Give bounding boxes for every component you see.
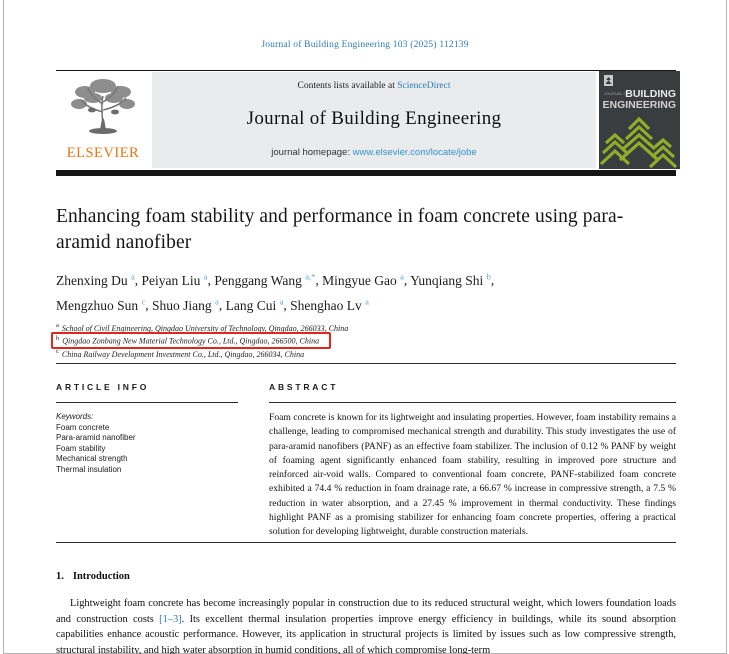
keyword-item: Thermal insulation (56, 464, 122, 474)
introduction-heading (56, 571, 130, 582)
author-name: Zhenxing Du $^a$ (56, 271, 135, 288)
abstract-rule (269, 402, 676, 403)
author-affiliation-marker[interactable]: c (141, 296, 146, 306)
journal-banner (152, 72, 596, 168)
author-name: Lang Cui $^a$ (225, 296, 284, 313)
contents-prefix: Contents lists available at (297, 81, 398, 91)
article-info-rule (56, 402, 238, 403)
author-affiliation-marker[interactable]: a (279, 296, 284, 306)
abstract-column (269, 382, 676, 540)
header-top-rule (56, 70, 676, 71)
cover-line2: ENGINEERING (602, 99, 676, 111)
affiliation-highlighted: $^b$ Qingdao Zonbang New Material Technology Co., Ltd., Qingdao, 266500, China (51, 332, 331, 350)
keywords-label: Keywords: (56, 412, 94, 421)
affiliation-list (56, 321, 676, 360)
sciencedirect-link[interactable]: ScienceDirect (397, 81, 451, 91)
author-list: Zhenxing Du $^a$, Peiyan Liu $^a$, Penggang Wang $^{a,*}$, Mingyue Gao $^a$, Yunqiang Shi $^b$, Mengzhuo Sun $^c$, Shuo Jiang $^a$, Lang Cui $^a$, Shenghao Lv $^a$ (56, 271, 495, 313)
article-title: Enhancing foam stability and performance in foam concrete using para-aramid nanofiber (56, 206, 624, 253)
article-info-heading: ARTICLE INFO (56, 382, 150, 392)
affiliation-marker: c (56, 348, 59, 356)
author-name: Shuo Jiang $^a$ (152, 296, 219, 313)
author-affiliation-marker[interactable]: a (131, 271, 135, 281)
keywords-block (56, 412, 241, 475)
abstract-heading: ABSTRACT (269, 382, 339, 392)
affiliation-marker: b (56, 334, 60, 342)
section-number: 1. (56, 571, 64, 582)
introduction-paragraph (56, 596, 676, 654)
homepage-prefix: journal homepage: (271, 147, 353, 158)
affiliation-marker: a (56, 322, 59, 329)
article-info-column (56, 382, 241, 540)
keyword-item: Foam stability (56, 443, 106, 453)
journal-citation-link[interactable]: Journal of Building Engineering 103 (2025) 112139 (261, 40, 469, 50)
affiliation: $^c$ China Railway Development Investment Co., Ltd., Qingdao, 266034, China (56, 348, 305, 359)
author-affiliation-marker[interactable]: a (203, 271, 208, 281)
homepage-url-link[interactable]: www.elsevier.com/locate/jobe (352, 147, 477, 158)
intro-text-after: . Its excellent thermal insulation properties improve energy efficiency in buildings, while its sound absorption capabilities enhance acoustic performance. However, its application in structural projects is limited by issues such as low compressive strength, structural instability, and high water absorption in humid conditions, all of which compromise long-term (56, 613, 676, 654)
author-affiliation-marker[interactable]: a,* (305, 271, 316, 281)
cover-journal-of: JOURNAL OF (603, 91, 629, 96)
elsevier-tree-icon (56, 74, 150, 146)
author-affiliation-marker[interactable]: a (400, 271, 404, 281)
author-affiliation-marker[interactable]: a (215, 296, 219, 306)
author-name: Mingyue Gao $^a$ (322, 271, 404, 288)
keyword-item: Para-aramid nanofiber (56, 433, 136, 442)
intro-text-before: Lightweight foam concrete has become increasingly popular in construction due to its reduced structural weight, which lowers foundation loads and construction costs (56, 598, 676, 625)
journal-name: Journal of Building Engineering (246, 108, 502, 129)
author-name: Shenghao Lv $^a$ (290, 296, 369, 313)
author-name: Mengzhuo Sun $^c$ (56, 296, 146, 313)
pdf-page (3, 0, 727, 654)
header-bottom-bar (56, 170, 676, 176)
affiliation: $^a$ School of Civil Engineering, Qingdao University of Technology, Qingdao, 266033, China (56, 322, 349, 333)
author-name: Penggang Wang $^{a,*}$ (214, 271, 316, 288)
elsevier-wordmark: ELSEVIER (66, 145, 140, 161)
homepage-line (158, 147, 590, 158)
author-affiliation-marker[interactable]: b (486, 271, 491, 281)
author-name: Peiyan Liu $^a$ (141, 271, 208, 288)
divider-above-info (56, 363, 676, 364)
contents-line (158, 81, 590, 91)
elsevier-logo[interactable] (56, 74, 150, 168)
divider-below-abstract (56, 542, 676, 543)
keyword-item: Mechanical strength (56, 454, 128, 463)
section-title: Introduction (72, 571, 130, 582)
author-name: Yunqiang Shi $^b$ (410, 271, 491, 288)
journal-cover-thumbnail[interactable] (599, 71, 680, 169)
reference-citation-link[interactable]: [1–3] (159, 613, 182, 625)
abstract-text: Foam concrete is known for its lightweight and insulating properties. However, foam instability remains a challenge, leading to compromised mechanical strength and durability. This study investigates the use of para-aramid nanofibers (PANF) as an effective foam stabilizer. The inclusion of 0.12 % PANF by weight of foaming agent significantly enhanced foam stability, resulting in improved pore structure and reinforced air-void walls. Compared to conventional foam concrete, PANF-stabilized foam concrete exhibited a 74.4 % reduction in foam drainage rate, a 66.67 % increase in compressive strength, a 7.5 % reduction in water absorption, and a 27.45 % improvement in thermal conductivity. These findings highlight PANF as a promising stabilizer for enhancing foam concrete properties, offering a practical solution for developing lightweight, durable construction materials. (269, 412, 676, 538)
cover-line1: BUILDING (625, 88, 676, 100)
keyword-item: Foam concrete (56, 422, 110, 432)
author-affiliation-marker[interactable]: a (365, 296, 369, 306)
